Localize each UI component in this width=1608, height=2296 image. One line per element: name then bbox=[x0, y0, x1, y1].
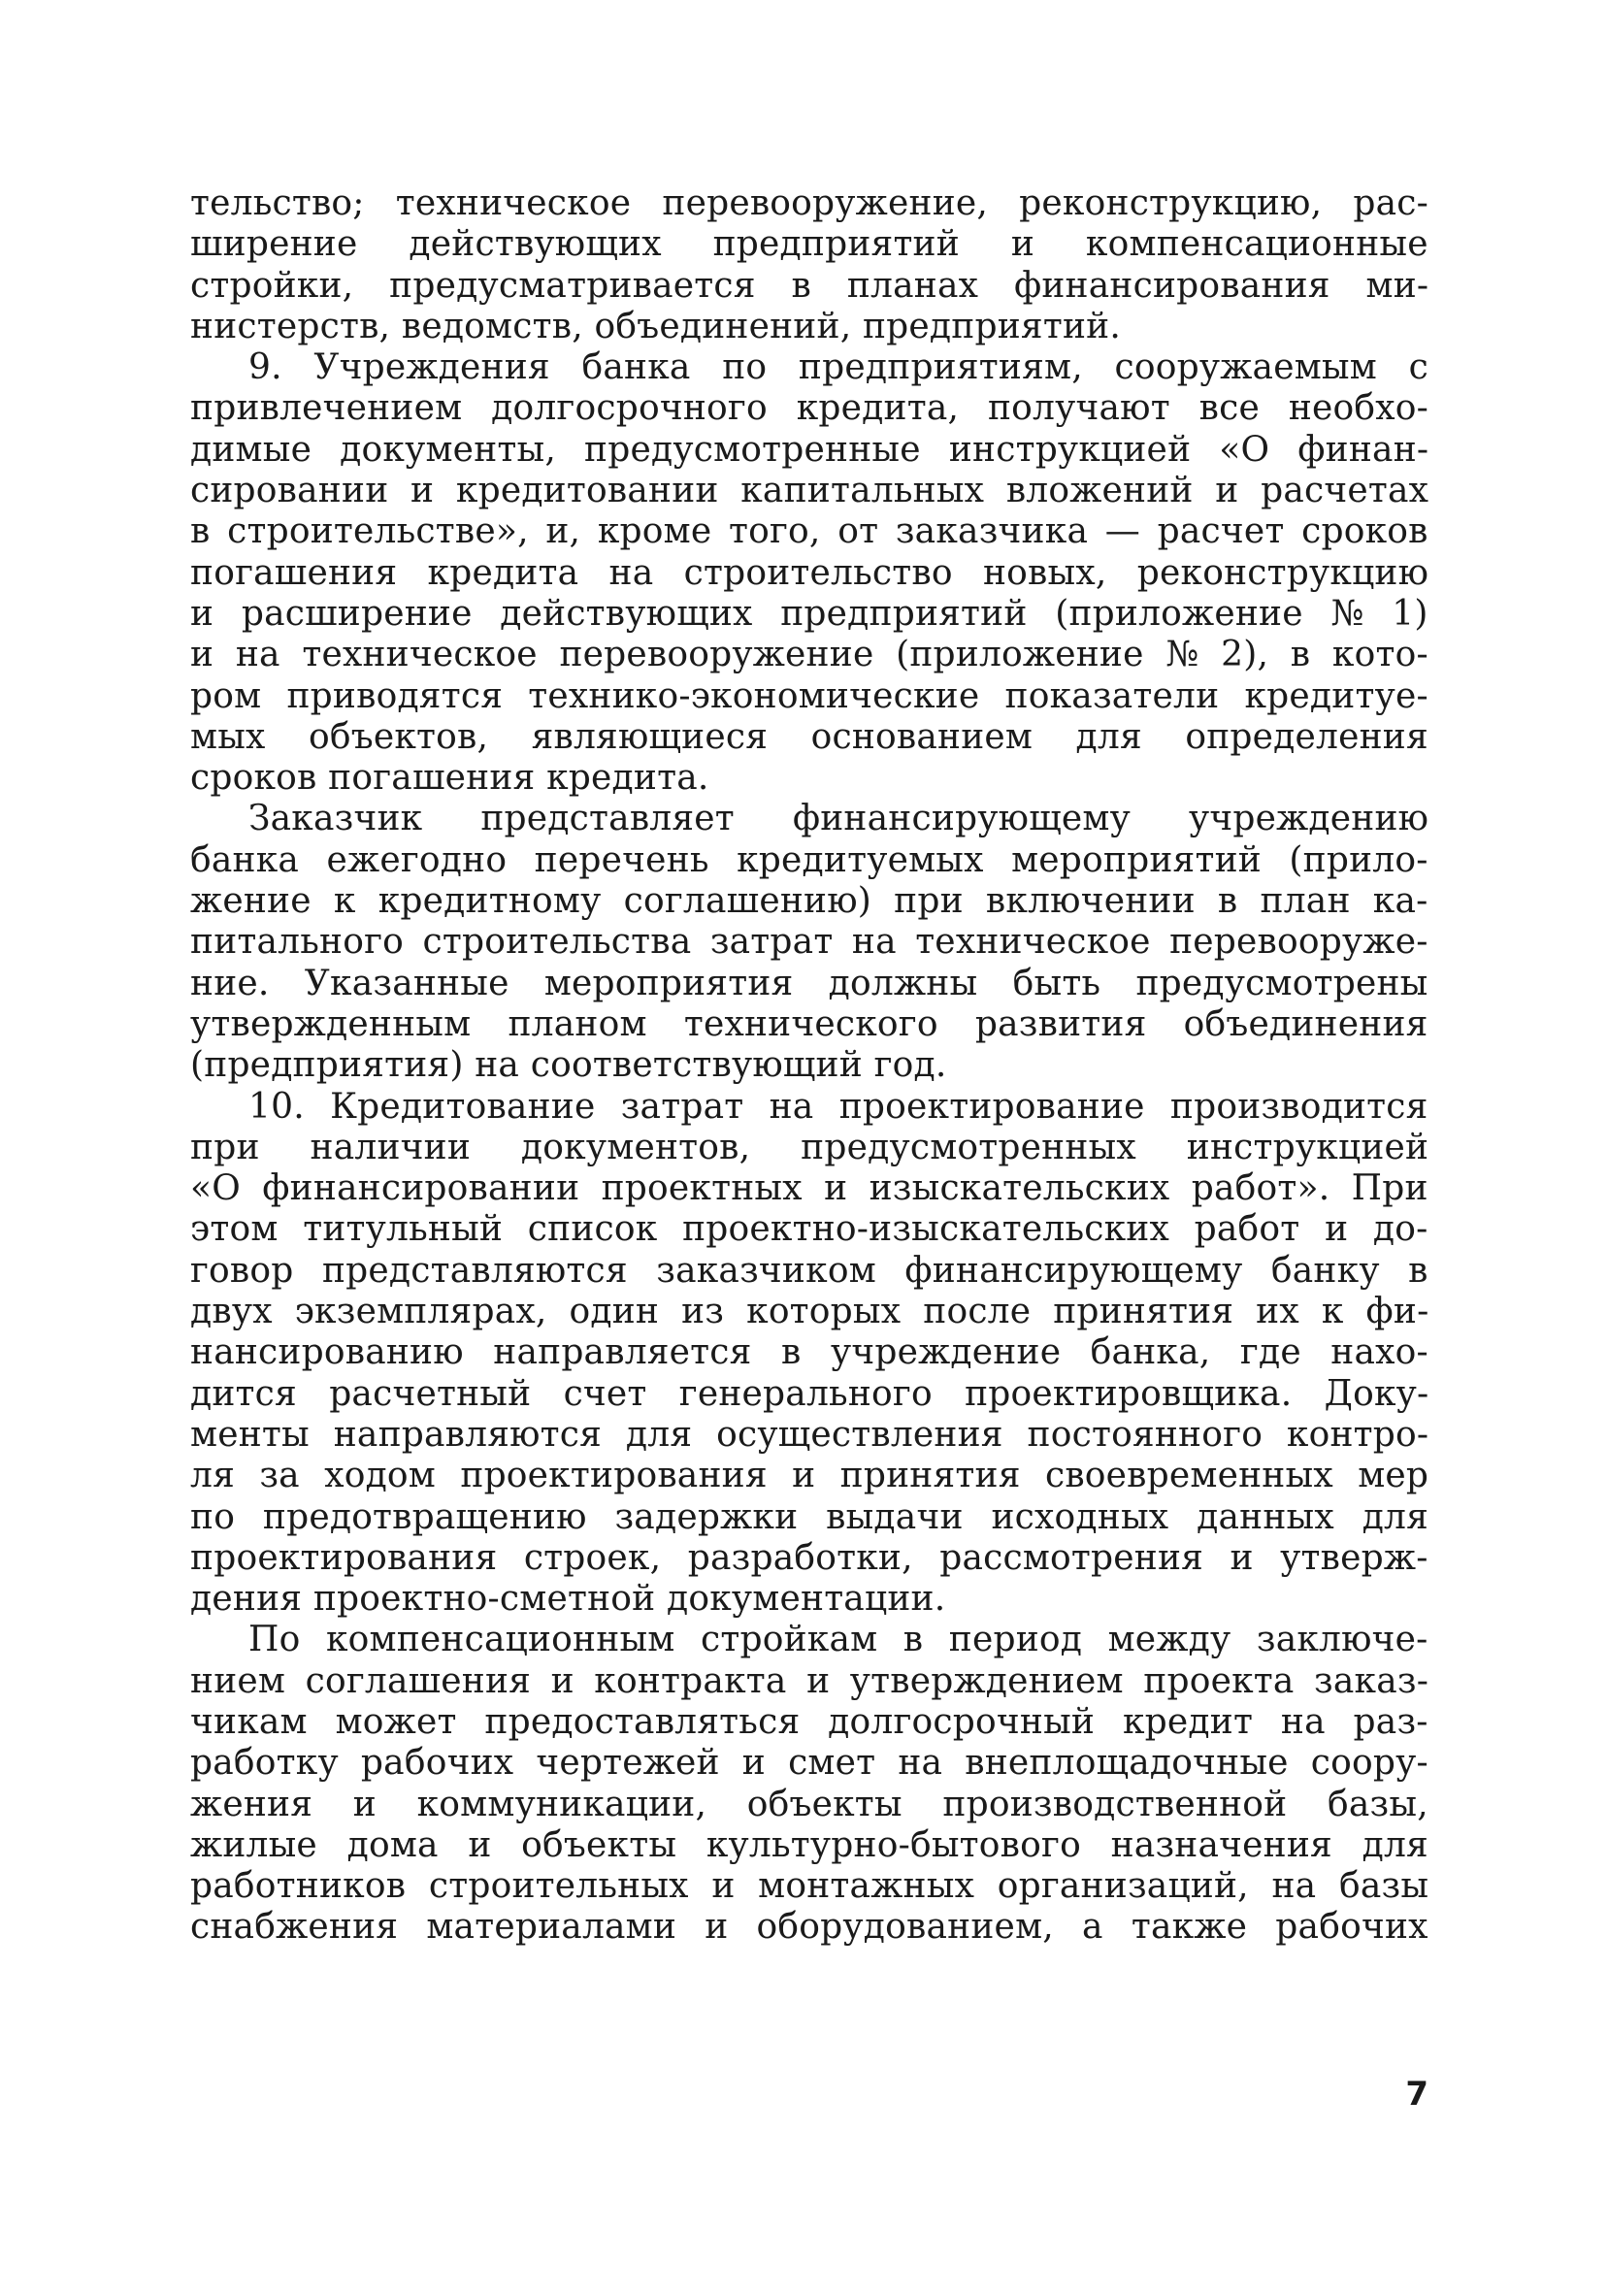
text-line: проектирования строек, разработки, рассмотрения и утверж- bbox=[190, 1537, 1428, 1578]
text-line: в строительстве», и, кроме того, от заказчика — расчет сроков bbox=[190, 511, 1428, 552]
text-line: чикам может предоставляться долгосрочный кредит на раз- bbox=[190, 1701, 1428, 1742]
text-line: при наличии документов, предусмотренных инструкцией bbox=[190, 1127, 1429, 1167]
text-line: говор представляются заказчиком финансирующему банку в bbox=[190, 1250, 1428, 1291]
text-line: утвержденным планом технического развития объединения bbox=[190, 1003, 1428, 1044]
text-line: снабжения материалами и оборудованием, а также рабочих bbox=[190, 1907, 1428, 1948]
text-line: ром приводятся технико-экономические показатели кредитуе- bbox=[190, 675, 1428, 716]
paragraph-start-line: 10. Кредитование затрат на проектирование производится bbox=[248, 1086, 1428, 1127]
text-line: двух экземплярах, один из которых после принятия их к фи- bbox=[190, 1292, 1429, 1332]
text-line: нистерств, ведомств, объединений, предприятий. bbox=[190, 306, 1121, 346]
text-line: ние. Указанные мероприятия должны быть предусмотрены bbox=[190, 963, 1428, 1003]
text-line: дится расчетный счет генерального проектировщика. Доку- bbox=[190, 1373, 1429, 1414]
paragraph-start-line: По компенсационным стройкам в период между заключе- bbox=[248, 1620, 1428, 1660]
text-line: привлечением долгосрочного кредита, получают все необхо- bbox=[190, 388, 1429, 429]
text-line: (предприятия) на соответствующий год. bbox=[190, 1045, 947, 1086]
text-line: нием соглашения и контракта и утверждением проекта заказ- bbox=[190, 1660, 1429, 1701]
text-line: нансированию направляется в учреждение банка, где нахо- bbox=[190, 1332, 1428, 1373]
text-line: по предотвращению задержки выдачи исходных данных для bbox=[190, 1496, 1429, 1537]
text-line: менты направляются для осуществления постоянного контро- bbox=[190, 1414, 1429, 1455]
text-line: этом титульный список проектно-изыскательских работ и до- bbox=[190, 1209, 1428, 1250]
text-line: «О финансировании проектных и изыскательских работ». При bbox=[190, 1168, 1428, 1209]
text-line: жение к кредитному соглашению) при включении в план ка- bbox=[190, 881, 1428, 922]
text-line: ширение действующих предприятий и компенсационные bbox=[190, 224, 1428, 265]
page-number: 7 bbox=[1405, 2075, 1428, 2114]
text-line: мых объектов, являющиеся основанием для определения bbox=[190, 716, 1428, 757]
text-line: и расширение действующих предприятий (приложение № 1) bbox=[190, 593, 1428, 634]
text-line: питального строительства затрат на техническое перевооруже- bbox=[190, 922, 1428, 963]
text-line: дения проектно-сметной документации. bbox=[190, 1579, 946, 1620]
text-line: тельство; техническое перевооружение, реконструкцию, рас- bbox=[190, 183, 1429, 223]
text-line: стройки, предусматривается в планах финансирования ми- bbox=[190, 265, 1429, 306]
text-line: банка ежегодно перечень кредитуемых мероприятий (прило- bbox=[190, 839, 1428, 880]
text-line: сировании и кредитовании капитальных вложений и расчетах bbox=[190, 471, 1429, 511]
paragraph-start-line: Заказчик представляет финансирующему учреждению bbox=[248, 799, 1429, 839]
text-line: жилые дома и объекты культурно-бытового назначения для bbox=[190, 1824, 1428, 1865]
text-line: ля за ходом проектирования и принятия своевременных мер bbox=[190, 1456, 1429, 1496]
text-line: и на техническое перевооружение (приложение № 2), в кото- bbox=[190, 635, 1428, 675]
text-line: работку рабочих чертежей и смет на внеплощадочные соору- bbox=[190, 1743, 1428, 1784]
text-line: погашения кредита на строительство новых, реконструкцию bbox=[190, 552, 1429, 593]
text-line: димые документы, предусмотренные инструкцией «О финан- bbox=[190, 429, 1429, 470]
paragraph-start-line: 9. Учреждения банка по предприятиям, сооружаемым с bbox=[248, 347, 1428, 388]
body-text bbox=[190, 183, 1428, 1949]
text-line: работников строительных и монтажных организаций, на базы bbox=[190, 1866, 1429, 1907]
text-line: жения и коммуникации, объекты производственной базы, bbox=[190, 1784, 1428, 1824]
text-line: сроков погашения кредита. bbox=[190, 758, 709, 799]
